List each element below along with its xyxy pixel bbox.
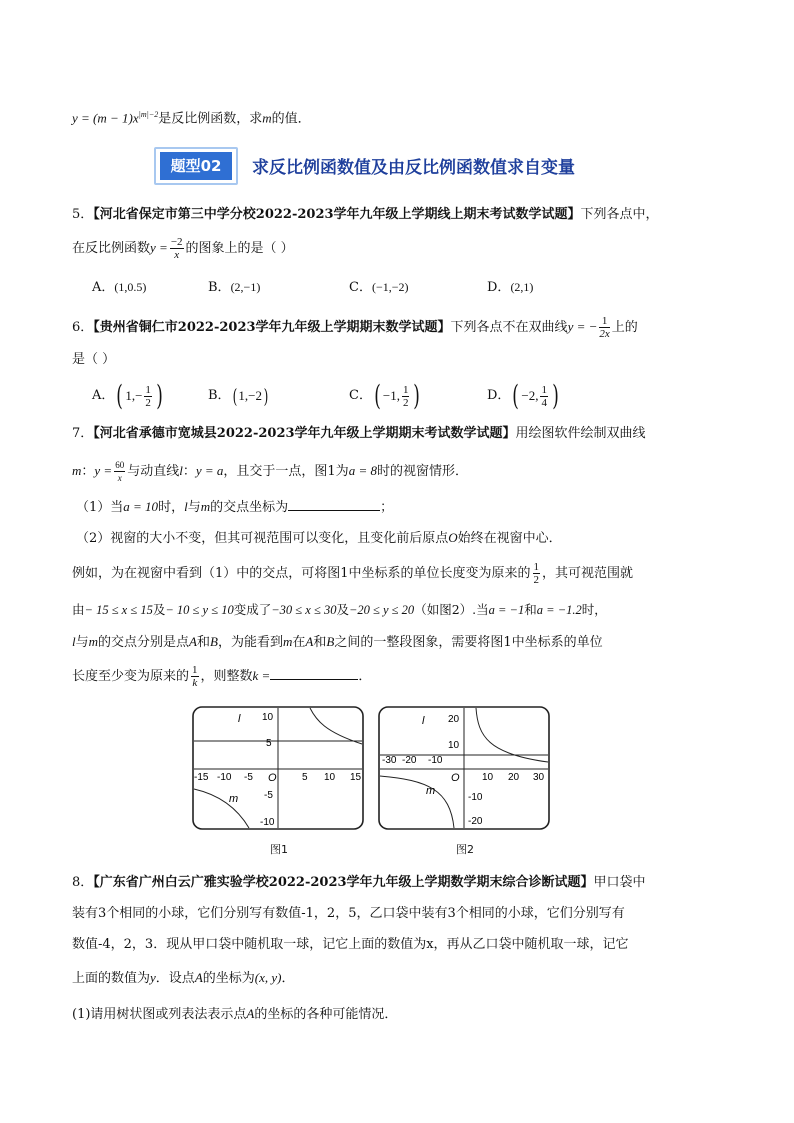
fig1-xtick: -15 [194,772,209,783]
fig2-ytick: 10 [448,740,460,751]
q6-func-fraction [599,315,609,340]
fig1-ytick: 10 [262,712,274,723]
q6-line1 [72,315,638,340]
fig2-xtick: 30 [533,772,545,783]
q5-option-c-label: C． [349,280,372,295]
q8-sub1-A: A [246,1006,255,1021]
q7-intersect: ，且交于一点，图1为 [223,464,349,479]
q6-option-a-lparen: ( [116,379,124,412]
q6-option-d-fraction [540,384,548,409]
q7-example-line1 [72,561,633,586]
q7-func-fraction [114,459,125,484]
q6-option-c-rparen: ) [413,379,421,412]
q6-option-a-label: A． [92,388,115,403]
q5-stem2b: 的图象上的是（ ） [185,241,294,256]
q6-option-d[interactable] [487,379,561,412]
q5-stem2a: 在反比例函数 [72,241,151,256]
fig2-xtick: -20 [402,755,417,766]
figure-1-caption: 图1 [270,843,288,856]
q6-option-b[interactable] [208,382,270,410]
q5-line2 [72,236,294,261]
q7-ex4-b: ，则整数 [200,669,253,684]
q8-stem1: 甲口袋中 [593,875,646,890]
q7-p1-b: 时， [158,500,185,515]
q7-stem1: 用绘图软件绘制双曲线 [515,426,646,441]
figure-2-graph [378,706,550,830]
q7-ex3-e: 在 [292,635,306,650]
q7-p1-l: l [184,499,188,514]
fig2-ytick: -20 [468,816,483,827]
q7-number: 7． [72,426,94,441]
q6-option-c-den: 2 [402,396,409,409]
q7-part2-answer-blank[interactable] [270,667,358,680]
figure-2-caption: 图2 [456,843,474,856]
q7-example-line3 [72,633,603,652]
q7-source: 【河北省承德市宽城县2022-2023学年九年级上学期期末考试数学试题】 [93,426,516,441]
q5-source: 【河北省保定市第三中学分校2022-2023学年九年级上学期线上期末考试数学试题】 [93,207,581,222]
q5-line1 [72,206,659,224]
q7-ex3-b: 的交点分别是点 [98,635,190,650]
q8-l4-y: y [150,970,156,985]
q6-option-c[interactable] [349,379,422,412]
q8-l4-end: ． [281,971,295,986]
q7-ex3-a: 与 [75,635,89,650]
q7-ex1-den: 2 [533,574,540,586]
fig1-xtick: -5 [244,772,253,783]
q5-option-b-value: (2,−1) [230,280,261,294]
q6-number: 6． [72,320,94,335]
fig1-ytick: 5 [266,738,272,749]
q7-ex1-num: 1 [533,561,540,573]
section-badge-label: 题型02 [160,152,232,180]
q7-p2-b: 始终在视窗中心． [457,531,562,546]
q5-option-d[interactable] [487,278,533,297]
q7-ex2-r3: −30 ≤ x ≤ 30 [271,603,337,617]
q8-l4-b: ．设点 [155,971,195,986]
fig1-label-l: l [238,713,241,725]
q7-p1-d: 的交点坐标为 [210,500,289,515]
q5-func-num: −2 [170,236,183,248]
q5-option-b-label: B． [208,280,231,295]
q7-func-den: x [117,473,122,483]
q7-ex4-fraction [191,664,199,689]
q6-option-b-lparen: ( [232,384,237,408]
q8-l4-xy: (x, y) [254,970,282,985]
q7-line2 [72,459,468,484]
q8-sub1-a: (1)请用树状图或列表法表示点 [72,1007,247,1022]
q6-stem2: 是（ ） [72,352,116,367]
q7-part1 [76,498,393,517]
q8-sub1 [72,1005,397,1024]
q4-end: 的值． [271,111,311,127]
q6-option-c-num: 1 [402,383,409,396]
q6-line2 [72,351,115,369]
q7-ex4-num: 1 [192,664,198,676]
q7-ex2-c: （如图2）.当 [414,602,489,617]
q7-m: m [72,463,82,478]
q6-option-c-coord: −1, [382,388,400,403]
q8-number: 8． [72,875,94,890]
q5-func-fraction [170,236,184,261]
q8-line4 [72,969,295,988]
fig1-label-m: m [229,793,239,805]
q6-option-a-den: 2 [145,396,151,409]
q6-func-den: 2x [599,328,610,340]
q7-ex2-a1: a = −1 [488,603,525,617]
q5-option-c[interactable] [349,278,408,297]
q7-ya: y = a [195,463,224,478]
fig2-xtick: 20 [508,772,520,783]
q7-ex2-d: 和 [524,602,537,617]
q7-y: y = [94,463,113,478]
q7-l: l [179,463,183,478]
q7-ex2-b: 变成了 [233,602,272,617]
q7-ex2-r4: −20 ≤ y ≤ 20 [348,603,415,617]
section-badge [154,147,238,185]
q6-stem1b: 上的 [611,320,638,335]
q6-option-d-lparen: ( [512,379,520,412]
q7-ex2-r2: − 10 ≤ y ≤ 10 [165,603,234,617]
q7-ex2-and1: 及 [152,602,166,617]
q6-option-d-rparen: ) [552,379,559,412]
q5-func-lhs: y = [150,240,168,255]
q7-line1 [72,425,646,443]
q8-l4-A: A [194,970,203,985]
q6-func-num: 1 [599,315,609,328]
q7-ex3-d: ，为能看到 [217,635,283,650]
q7-p1-end: ； [380,500,394,515]
q7-ex3-A2: A [305,634,314,649]
q7-ex2-a2: a = −1.2 [536,603,582,617]
fig2-label-m: m [426,785,436,797]
q8-source: 【广东省广州白云广雅实验学校2022-2023学年九年级上学期数学期末综合诊断试题】 [93,875,594,890]
q8-l4-c: 的坐标为 [202,971,255,986]
q6-option-b-rparen: ) [263,384,269,408]
q5-option-d-label: D． [487,280,511,295]
q6-option-a-fraction [144,384,152,409]
q4-text: 是反比例函数，求 [158,111,263,127]
q8-line2: 装有3个相同的小球，它们分别写有数值-1，2，5，乙口袋中装有3个相同的小球，它们分别写有 [72,906,625,921]
q6-option-a-num: 1 [145,383,151,396]
fig1-xtick: 5 [302,772,308,783]
q7-ex4-den: k [192,677,198,689]
q8-l4-a: 上面的数值为 [72,971,151,986]
q7-p2-O: O [448,530,458,545]
q7-ex2-and2: 及 [336,602,349,617]
q7-ex3-B2: B [326,634,335,649]
q7-ex2-e: 时， [581,602,607,617]
q4-var: m [262,110,272,126]
q7-ex3-l: l [72,634,76,649]
q7-a8: a = 8 [348,463,377,478]
q5-stem1: 下列各点中， [580,207,659,222]
q6-option-c-label: C． [349,388,372,403]
q7-ex3-A: A [189,634,197,649]
fig2-ytick: 20 [448,714,460,725]
q7-part1-answer-blank[interactable] [288,498,380,511]
q6-option-d-coord: −2, [521,388,539,403]
q5-option-c-value: (−1,−2) [371,280,409,294]
q5-option-b[interactable] [208,278,260,297]
fig2-ytick: -10 [468,792,483,803]
q7-part2 [76,529,562,548]
q7-ex3-m: m [88,634,99,649]
q6-option-b-coord: 1,−2 [238,388,262,403]
q8-sub1-b: 的坐标的各种可能情况． [254,1007,398,1022]
q6-option-c-fraction [402,384,410,409]
fig2-xtick: -10 [428,755,443,766]
q4-formula: y = (m − 1)x [72,110,139,126]
fig2-label-l: l [422,715,425,727]
section-title: 求反比例函数值及由反比例函数值求自变量 [252,158,575,178]
fig2-xtick: 10 [482,772,494,783]
fig2-xtick: -30 [382,755,397,766]
q7-ex1-a: 例如，为在视窗中看到（1）中的交点，可将图1中坐标系的单位长度变为原来的 [72,566,531,581]
q5-option-a[interactable] [92,278,146,297]
fig1-xtick: -10 [217,772,232,783]
q8-line1 [72,874,646,892]
q5-option-d-value: (2,1) [510,280,534,294]
q7-p1-m: m [200,499,211,514]
q5-func-den: x [174,249,180,261]
q7-ex2-r1: − 15 ≤ x ≤ 15 [84,603,153,617]
q5-option-a-label: A． [92,280,115,295]
q7-example-line4 [72,664,371,689]
q7-example-line2 [72,601,607,619]
fig1-xtick: 15 [350,772,362,783]
q7-window: 时的视窗情形． [376,464,468,479]
fig1-label-origin: O [268,772,277,784]
q7-colon1: ： [81,464,95,479]
q7-ex2-a: 由 [72,602,85,617]
fig1-xtick: 10 [324,772,336,783]
q7-p2-text: （2）视窗的大小不变，但其可视范围可以变化，且变化前后原点 [76,531,449,546]
fig1-ytick: -10 [260,817,275,828]
q7-ex3-c: 和 [197,635,211,650]
q7-ex3-f: 和 [313,635,327,650]
q7-ex4-a: 长度至少变为原来的 [72,669,190,684]
q7-ex1-fraction [533,561,541,586]
q7-p1-c: 与 [187,500,201,515]
q7-dynamic-line: 与动直线 [127,464,180,479]
q7-func-num: 60 [115,460,125,470]
q6-option-a-coord: 1,− [125,388,143,403]
q6-source: 【贵州省铜仁市2022-2023学年九年级上学期期末数学试题】 [93,320,451,335]
q7-ex3-m2: m [282,634,293,649]
q7-p1-a10: a = 10 [123,499,159,514]
q7-ex4-k: k = [252,668,271,683]
q6-option-c-lparen: ( [374,379,381,412]
q7-ex3-g: 之间的一整段图象，需要将图1中坐标系的单位 [334,635,603,650]
q5-number: 5． [72,207,94,222]
q5-option-a-value: (1,0.5) [114,280,147,294]
q6-func-lhs: y = − [567,319,598,334]
q7-ex1-b: ，其可视范围就 [542,566,634,581]
q6-stem1: 下列各点不在双曲线 [450,320,568,335]
q4-tail-line [72,106,311,128]
fig1-ytick: -5 [264,790,273,801]
q6-option-a-rparen: ) [156,379,163,412]
q7-colon2: ： [182,464,196,479]
q7-ex4-end: ． [358,669,372,684]
q7-ex3-B: B [210,634,218,649]
q6-option-a[interactable] [92,379,165,412]
q8-line3: 数值-4，2，3．现从甲口袋中随机取一球，记它上面的数值为x，再从乙口袋中随机取一球，记它 [72,937,629,952]
q6-option-d-den: 4 [541,396,547,409]
fig2-label-origin: O [451,772,460,784]
q7-p1-a: （1）当 [76,500,124,515]
figure-1-graph [192,706,364,830]
q6-option-b-label: B． [208,388,231,403]
q6-option-d-label: D． [487,388,511,403]
q6-option-d-num: 1 [541,383,547,396]
q4-exponent: |m|−2 [138,110,159,119]
